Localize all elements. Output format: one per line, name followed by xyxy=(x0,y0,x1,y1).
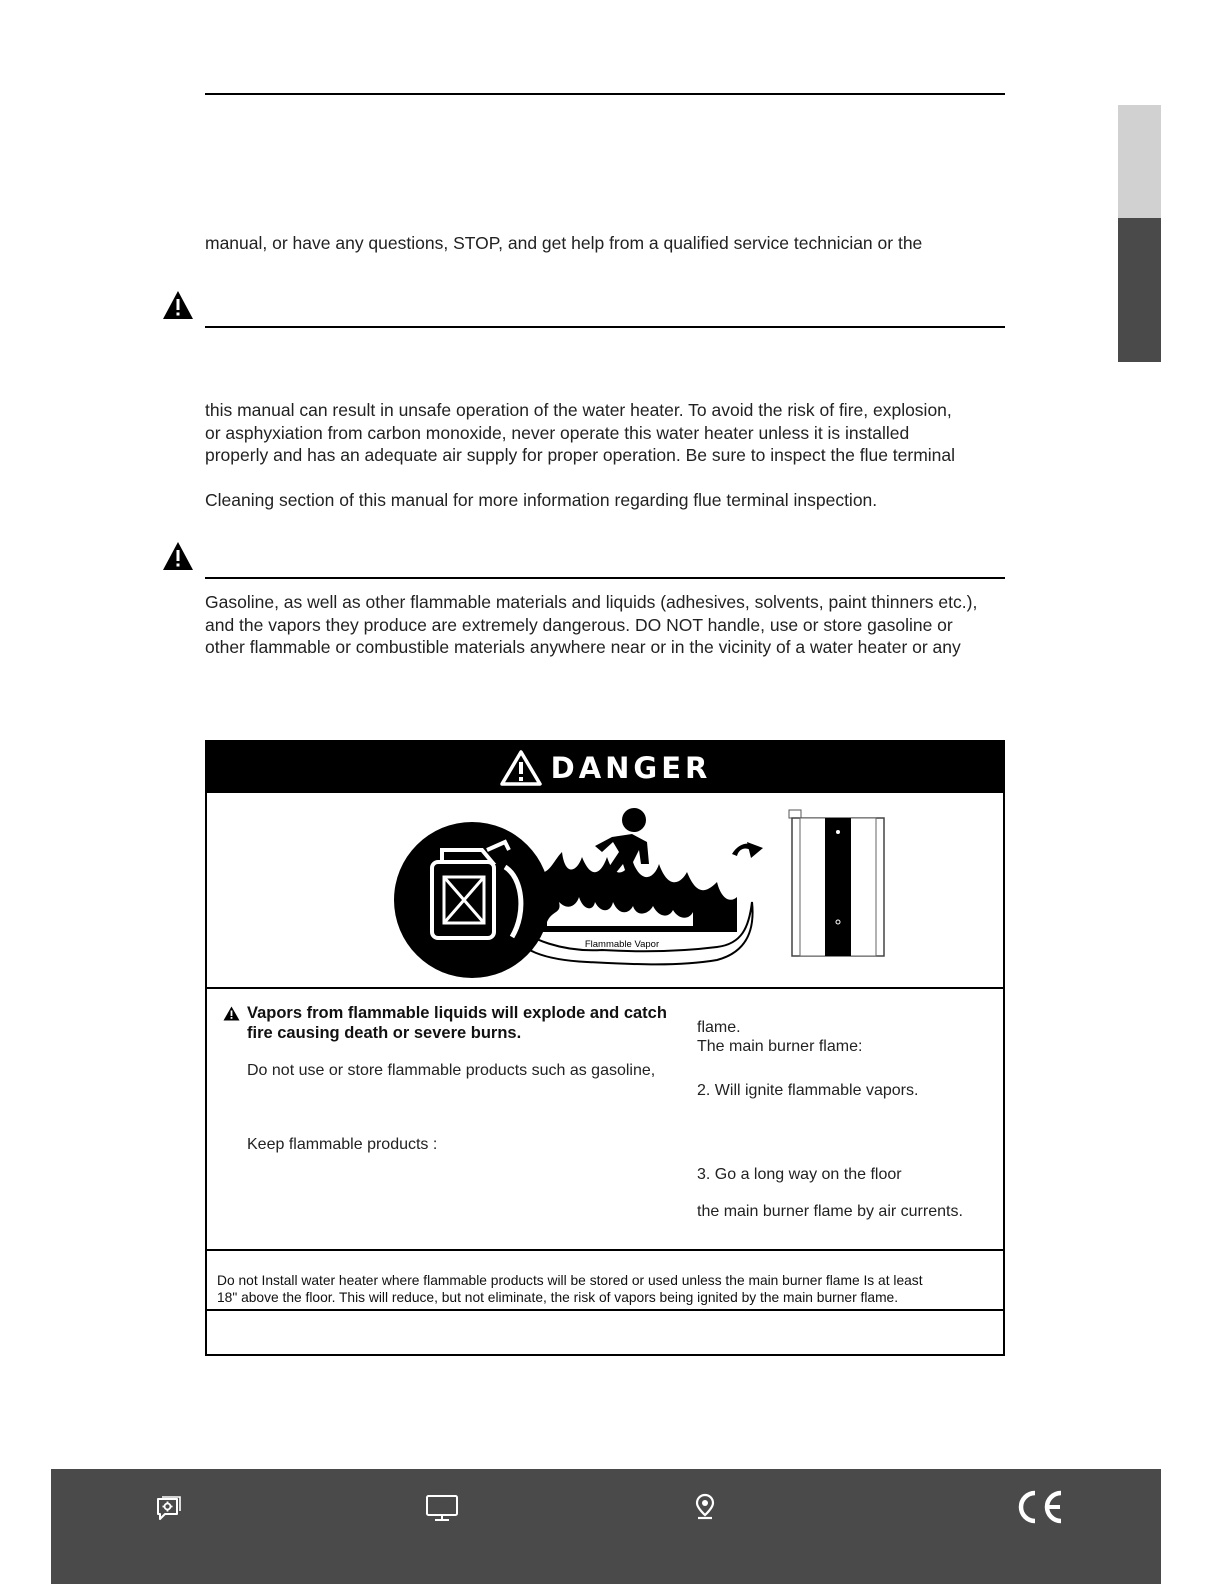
danger-left-line-2: Keep flammable products : xyxy=(247,1136,438,1153)
danger-left-column xyxy=(221,1004,681,1154)
bottom-bar xyxy=(51,1469,1161,1584)
section2-line-4: Cleaning section of this manual for more information regarding flue terminal inspection. xyxy=(205,490,878,510)
danger-headline-1: Vapors from flammable liquids will explode and catch xyxy=(247,1004,667,1022)
danger-footer-text xyxy=(217,1272,997,1306)
no-gas-can-icon xyxy=(394,822,550,978)
danger-divider-2 xyxy=(207,1249,1003,1251)
warning-triangle-icon xyxy=(223,1006,240,1021)
section-rule-top xyxy=(205,93,1005,95)
danger-footer-line-1: Do not Install water heater where flammable products will be stored or used unless the main burner flame Is at least xyxy=(217,1273,923,1288)
side-tab-dark xyxy=(1118,218,1161,362)
danger-right-line-2: The main burner flame: xyxy=(697,1038,863,1055)
danger-header xyxy=(207,742,1003,793)
fire-person-icon xyxy=(524,808,763,932)
side-tab-light xyxy=(1118,105,1161,218)
danger-warning-icon xyxy=(499,749,543,787)
danger-divider-1 xyxy=(207,987,1003,989)
section3-rule xyxy=(205,577,1005,579)
danger-divider-3 xyxy=(207,1309,1003,1311)
section1-line: manual, or have any questions, STOP, and get help from a qualified service technician or the xyxy=(205,233,923,253)
warning-triangle-icon xyxy=(162,290,194,320)
location-pin-icon[interactable] xyxy=(695,1493,715,1521)
danger-illustration xyxy=(387,802,887,982)
section3-line-1: Gasoline, as well as other flammable materials and liquids (adhesives, solvents, paint thinners etc.), xyxy=(205,592,978,612)
ce-mark-icon xyxy=(1016,1489,1064,1525)
section1-text xyxy=(205,232,1015,255)
section3-text xyxy=(205,591,1015,659)
warning-triangle-icon xyxy=(162,541,194,571)
section2-line-1: this manual can result in unsafe operation of the water heater. To avoid the risk of fire, explosion, xyxy=(205,400,952,420)
danger-headline-2: fire causing death or severe burns. xyxy=(247,1023,522,1042)
section3-line-3: other flammable or combustible materials anywhere near or in the vicinity of a water heater or any xyxy=(205,637,961,657)
section2-rule xyxy=(205,326,1005,328)
water-heater-icon xyxy=(789,810,884,956)
danger-box xyxy=(205,740,1005,1356)
danger-right-column xyxy=(697,1004,997,1221)
vapor-label: Flammable Vapor xyxy=(584,939,660,950)
danger-left-line-1: Do not use or store flammable products such as gasoline, xyxy=(247,1062,656,1079)
section2-line-3: properly and has an adequate air supply for proper operation. Be sure to inspect the flue terminal xyxy=(205,445,956,465)
section3-line-2: and the vapors they produce are extremely dangerous. DO NOT handle, use or store gasoline or xyxy=(205,614,953,635)
support-chat-gear-icon[interactable] xyxy=(155,1494,183,1522)
section2-line-2: or asphyxiation from carbon monoxide, never operate this water heater unless it is installed xyxy=(205,422,910,443)
danger-right-line-3: 2. Will ignite flammable vapors. xyxy=(697,1082,919,1099)
monitor-icon[interactable] xyxy=(425,1494,459,1522)
danger-right-line-1: flame. xyxy=(697,1019,741,1036)
danger-right-line-5: the main burner flame by air currents. xyxy=(697,1203,963,1220)
danger-title: DANGER xyxy=(550,750,712,785)
danger-footer-line-2: 18" above the floor. This will reduce, but not eliminate, the risk of vapors being ignited by the main burner flame. xyxy=(217,1290,899,1305)
danger-right-line-4: 3. Go a long way on the floor xyxy=(697,1166,902,1183)
section2-text xyxy=(205,399,1015,512)
